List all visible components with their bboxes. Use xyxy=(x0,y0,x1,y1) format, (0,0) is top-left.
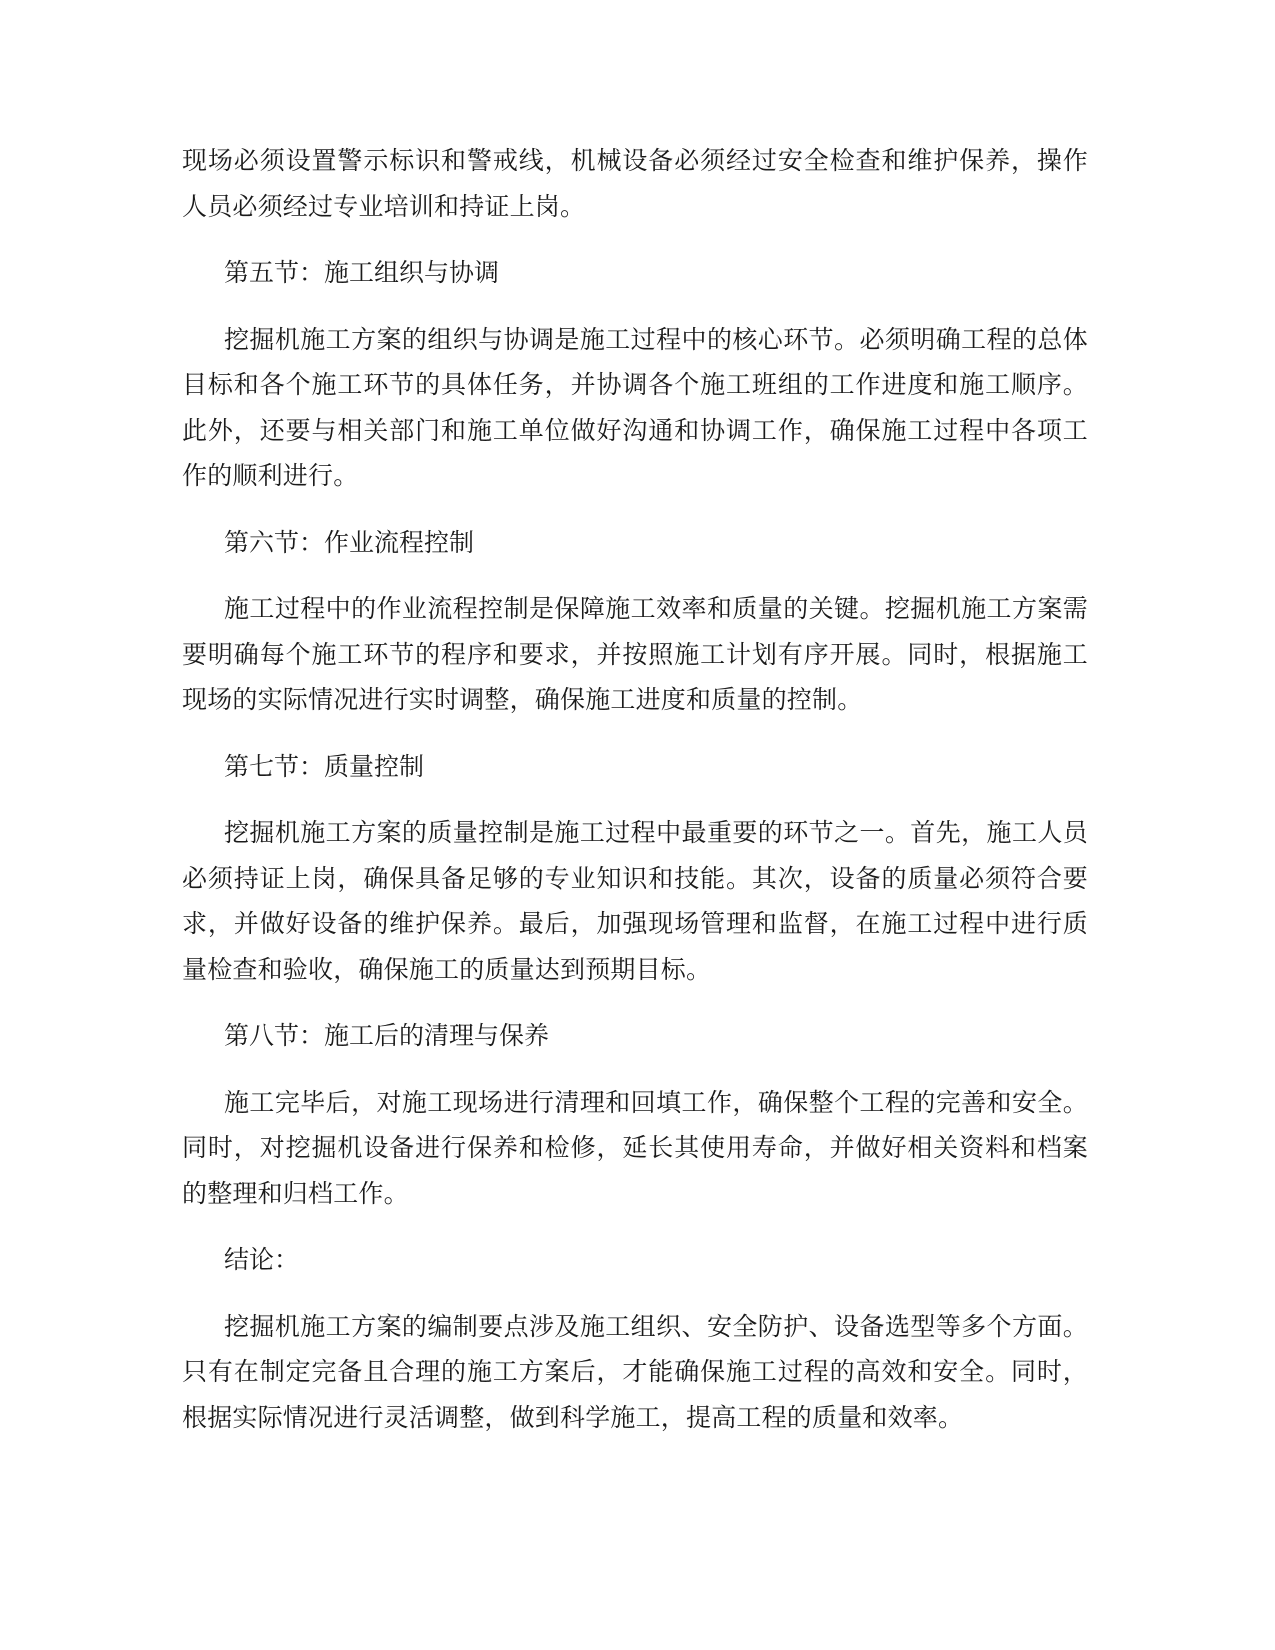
paragraph-safety-continued: 现场必须设置警示标识和警戒线，机械设备必须经过安全检查和维护保养，操作人员必须经过专业培训和持证上岗。 xyxy=(182,146,1088,221)
paragraph-workflow: 施工过程中的作业流程控制是保障施工效率和质量的关键。挖掘机施工方案需要明确每个施工环节的程序和要求，并按照施工计划有序开展。同时，根据施工现场的实际情况进行实时调整，确保施工进度和质量的控制。 xyxy=(182,594,1088,714)
conclusion-heading: 结论： xyxy=(224,1245,300,1274)
document-body xyxy=(182,138,1088,1461)
paragraph-quality: 挖掘机施工方案的质量控制是施工过程中最重要的环节之一。首先，施工人员必须持证上岗，确保具备足够的专业知识和技能。其次，设备的质量必须符合要求，并做好设备的维护保养。最后，加强现场管理和监督，在施工过程中进行质量检查和验收，确保施工的质量达到预期目标。 xyxy=(182,818,1088,984)
section-heading-7: 第七节：质量控制 xyxy=(224,751,425,781)
paragraph-cleanup: 施工完毕后，对施工现场进行清理和回填工作，确保整个工程的完善和安全。同时，对挖掘机设备进行保养和检修，延长其使用寿命，并做好相关资料和档案的整理和归档工作。 xyxy=(182,1087,1088,1208)
section-heading-5: 第五节：施工组织与协调 xyxy=(224,258,500,287)
paragraph-conclusion: 挖掘机施工方案的编制要点涉及施工组织、安全防护、设备选型等多个方面。只有在制定完备且合理的施工方案后，才能确保施工过程的高效和安全。同时，根据实际情况进行灵活调整，做到科学施工，提高工程的质量和效率。 xyxy=(182,1311,1088,1432)
section-heading-6: 第六节：作业流程控制 xyxy=(224,527,475,557)
paragraph-organization: 挖掘机施工方案的组织与协调是施工过程中的核心环节。必须明确工程的总体目标和各个施工环节的具体任务，并协调各个施工班组的工作进度和施工顺序。此外，还要与相关部门和施工单位做好沟通和协调工作，确保施工过程中各项工作的顺利进行。 xyxy=(182,324,1088,490)
section-heading-8: 第八节：施工后的清理与保养 xyxy=(224,1021,550,1050)
